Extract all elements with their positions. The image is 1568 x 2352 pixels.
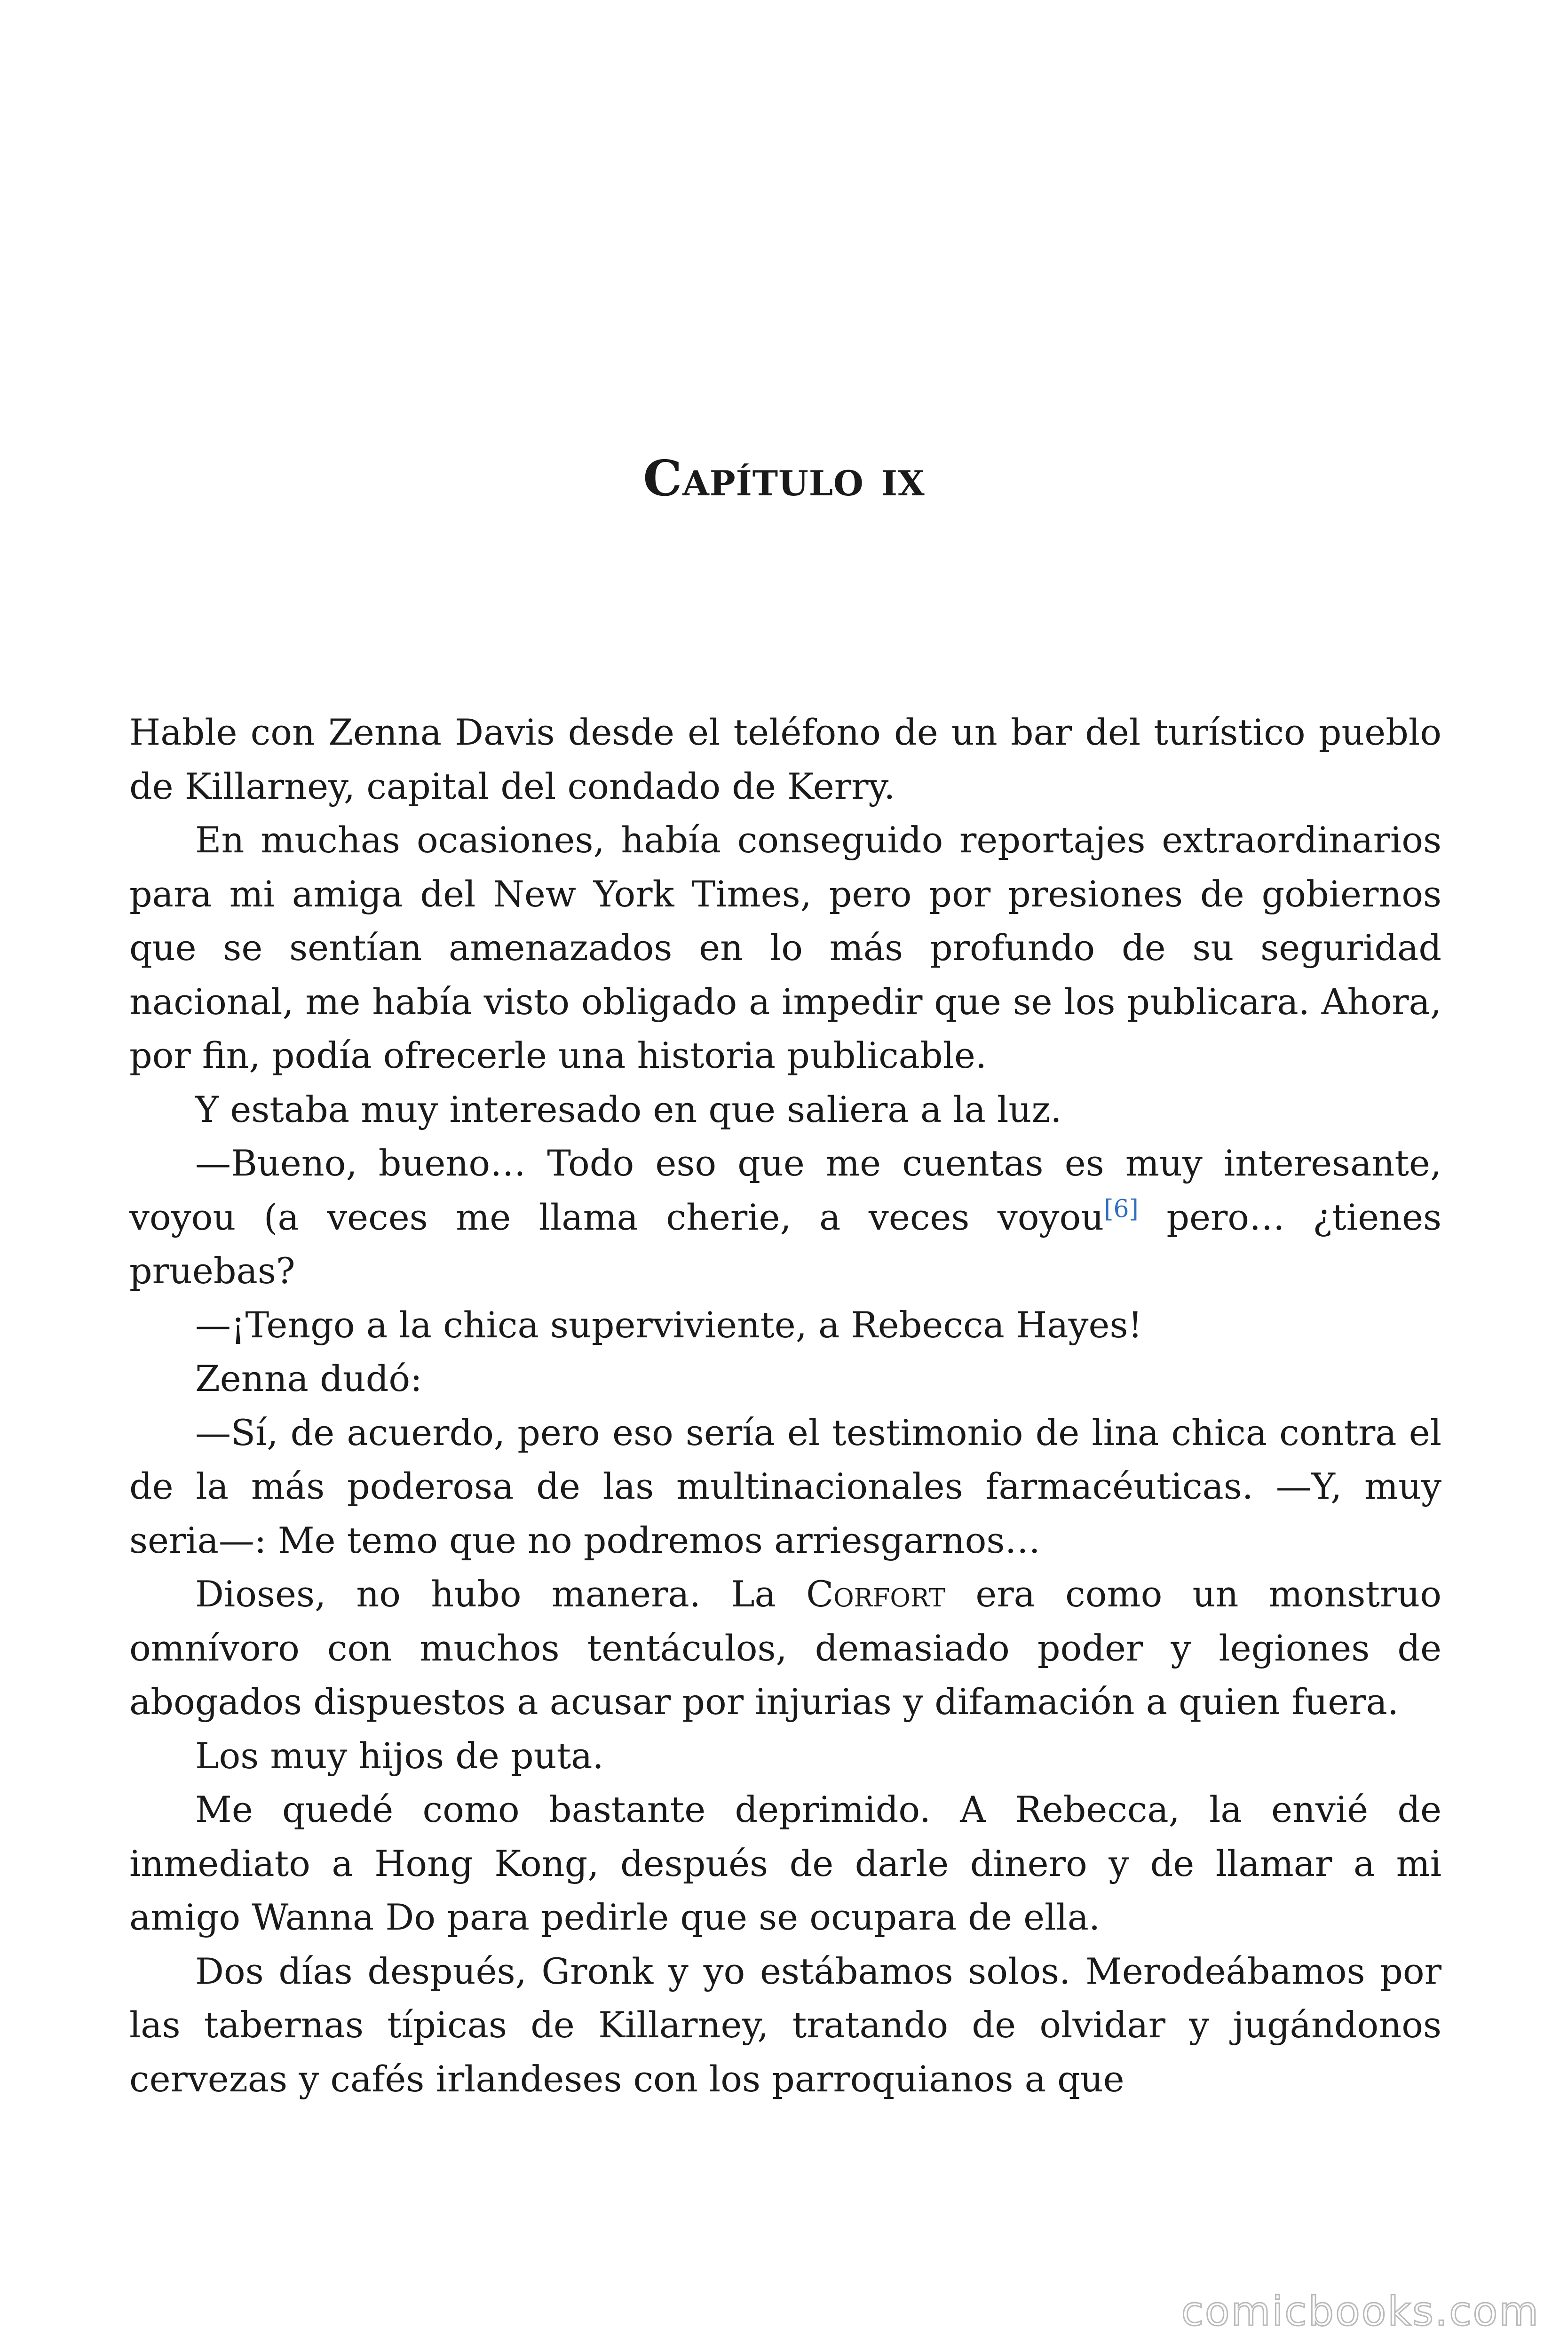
paragraph-text: era como un monstruo omnívoro con muchos tentáculos, demasiado poder y legiones de abogados dispuestos a acusar por injurias y difamación a quien fuera.: [129, 1573, 1441, 1723]
paragraph: Dos días después, Gronk y yo estábamos solos. Merodeábamos por las tabernas típicas de Killarney, tratando de olvidar y jugándonos cervezas y cafés irlandeses con los parroquianos a que: [129, 1950, 1441, 2100]
footnote-reference-link[interactable]: [6]: [1104, 1195, 1139, 1224]
paragraph: Los muy hijos de puta.: [195, 1734, 604, 1777]
paragraph-text: pero… ¿tienes pruebas?: [129, 1196, 1442, 1292]
company-name: Corfort: [806, 1573, 946, 1615]
paragraph: —¡Tengo a la chica superviviente, a Rebecca Hayes!: [195, 1303, 1142, 1346]
chapter-title: Capítulo ix: [643, 449, 925, 507]
paragraph-text: —Bueno, bueno… Todo eso que me cuentas es muy interesante, voyou (a veces me llama cherie, a veces voyou: [129, 1142, 1441, 1238]
paragraph: Zenna dudó:: [195, 1358, 422, 1399]
paragraph: [129, 1136, 1441, 1298]
paragraph-text: Dioses, no hubo manera. La: [195, 1573, 807, 1615]
watermark: comicbooks.com: [1181, 2288, 1540, 2335]
paragraph: En muchas ocasiones, había conseguido reportajes extraordinarios para mi amiga del New York Times, pero por presiones de gobiernos que se sentían amenazados en lo más profundo de su seguridad nacional, me había visto obligado a impedir que se los publicara. Ahora, por fin, podía ofrecerle una historia publicable.: [129, 819, 1441, 1076]
paragraph: Me quedé como bastante deprimido. A Rebecca, la envié de inmediato a Hong Kong, después de darle dinero y de llamar a mi amigo Wanna Do para pedirle que se ocupara de ella.: [129, 1788, 1441, 1938]
paragraph: —Sí, de acuerdo, pero eso sería el testimonio de lina chica contra el de la más poderosa de las multinacionales farmacéuticas. —Y, muy seria—: Me temo que no podremos arriesgarnos…: [129, 1411, 1441, 1561]
chapter-body: [129, 706, 1441, 2106]
paragraph: Hable con Zenna Davis desde el teléfono de un bar del turístico pueblo de Killarney, capital del condado de Kerry.: [129, 711, 1441, 807]
paragraph: [129, 1567, 1441, 1729]
paragraph: Y estaba muy interesado en que saliera a la luz.: [195, 1088, 1062, 1130]
